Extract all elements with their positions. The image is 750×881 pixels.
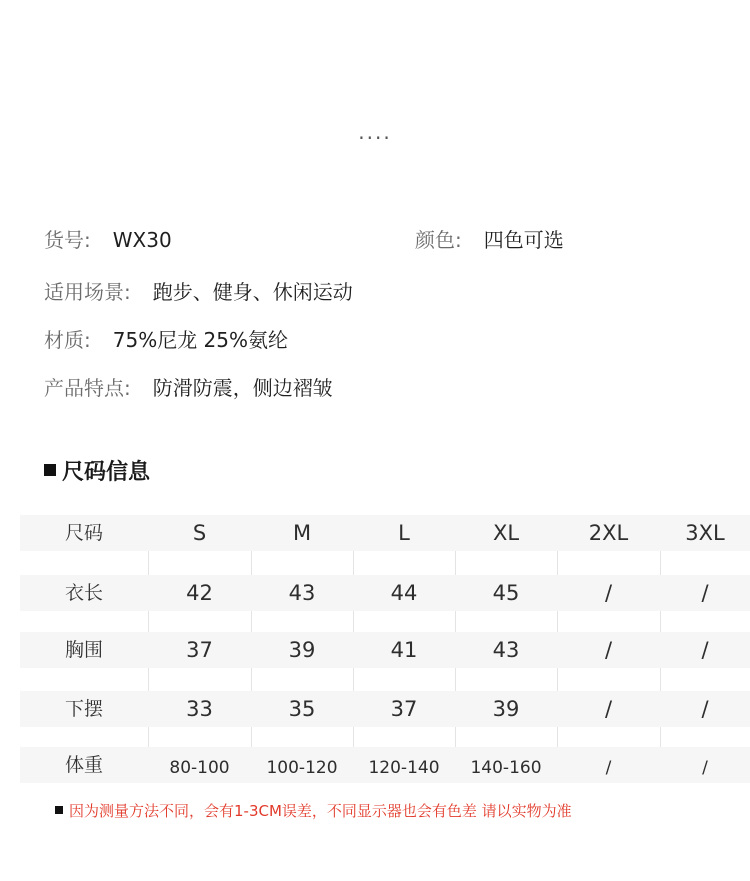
item-number-field — [44, 224, 172, 253]
table-cell: 43 — [288, 581, 316, 605]
table-cell: 100-120 — [266, 758, 338, 778]
item-number-value: WX30 — [112, 228, 172, 252]
row-label: 体重 — [64, 754, 103, 776]
row-label: 下摆 — [64, 698, 103, 720]
table-cell: 39 — [288, 638, 316, 662]
table-cell: 45 — [492, 581, 520, 605]
features-label: 产品特点: — [44, 376, 131, 400]
table-header-row — [20, 515, 750, 551]
features-value: 防滑防震，侧边褶皱 — [152, 376, 333, 400]
header-cell: 2XL — [588, 521, 629, 545]
item-number-label: 货号: — [44, 228, 91, 252]
table-cell: 35 — [288, 697, 316, 721]
note-square-icon — [55, 806, 63, 814]
table-cell: / — [701, 638, 709, 662]
table-cell: 140-160 — [470, 758, 542, 778]
material-label: 材质: — [44, 328, 91, 352]
row-label: 胸围 — [64, 639, 103, 661]
measurement-note — [55, 800, 572, 821]
scene-field — [44, 276, 353, 305]
material-value: 75%尼龙 25%氨纶 — [112, 328, 289, 352]
color-value: 四色可选 — [483, 228, 564, 252]
table-row — [20, 632, 750, 668]
table-cell: 41 — [390, 638, 418, 662]
header-cell: XL — [492, 521, 520, 545]
table-cell: 33 — [186, 697, 213, 721]
table-row — [20, 747, 750, 783]
table-cell: / — [604, 581, 613, 605]
header-cell: 3XL — [685, 521, 725, 545]
table-cell: 42 — [186, 581, 213, 605]
table-cell: 37 — [186, 638, 213, 662]
header-cell: M — [292, 521, 312, 545]
decorative-dots: .... — [358, 120, 392, 144]
table-cell: 80-100 — [169, 758, 230, 778]
table-cell: / — [701, 697, 709, 721]
header-cell: L — [398, 521, 410, 545]
color-label: 颜色: — [415, 228, 462, 252]
header-cell: S — [192, 521, 207, 545]
table-cell: / — [702, 758, 708, 778]
table-cell: / — [604, 638, 613, 662]
heading-square-icon — [44, 464, 56, 476]
scene-label: 适用场景: — [44, 280, 131, 304]
table-cell: 43 — [492, 638, 520, 662]
table-row — [20, 691, 750, 727]
table-cell: / — [605, 758, 612, 778]
material-field — [44, 324, 288, 353]
table-row — [20, 575, 750, 611]
table-cell: 44 — [390, 581, 418, 605]
row-label: 衣长 — [64, 582, 103, 604]
size-info-heading — [44, 455, 150, 486]
note-text: 因为测量方法不同，会有1-3CM误差，不同显示器也会有色差 请以实物为准 — [69, 802, 572, 820]
table-cell: / — [604, 697, 613, 721]
table-cell: 120-140 — [368, 758, 440, 778]
size-info-title: 尺码信息 — [62, 460, 151, 485]
features-field — [44, 372, 333, 401]
table-cell: / — [701, 581, 709, 605]
table-cell: 39 — [492, 697, 520, 721]
header-cell: 尺码 — [64, 522, 103, 544]
scene-value: 跑步、健身、休闲运动 — [152, 280, 353, 304]
table-cell: 37 — [390, 697, 418, 721]
color-field — [415, 224, 564, 253]
